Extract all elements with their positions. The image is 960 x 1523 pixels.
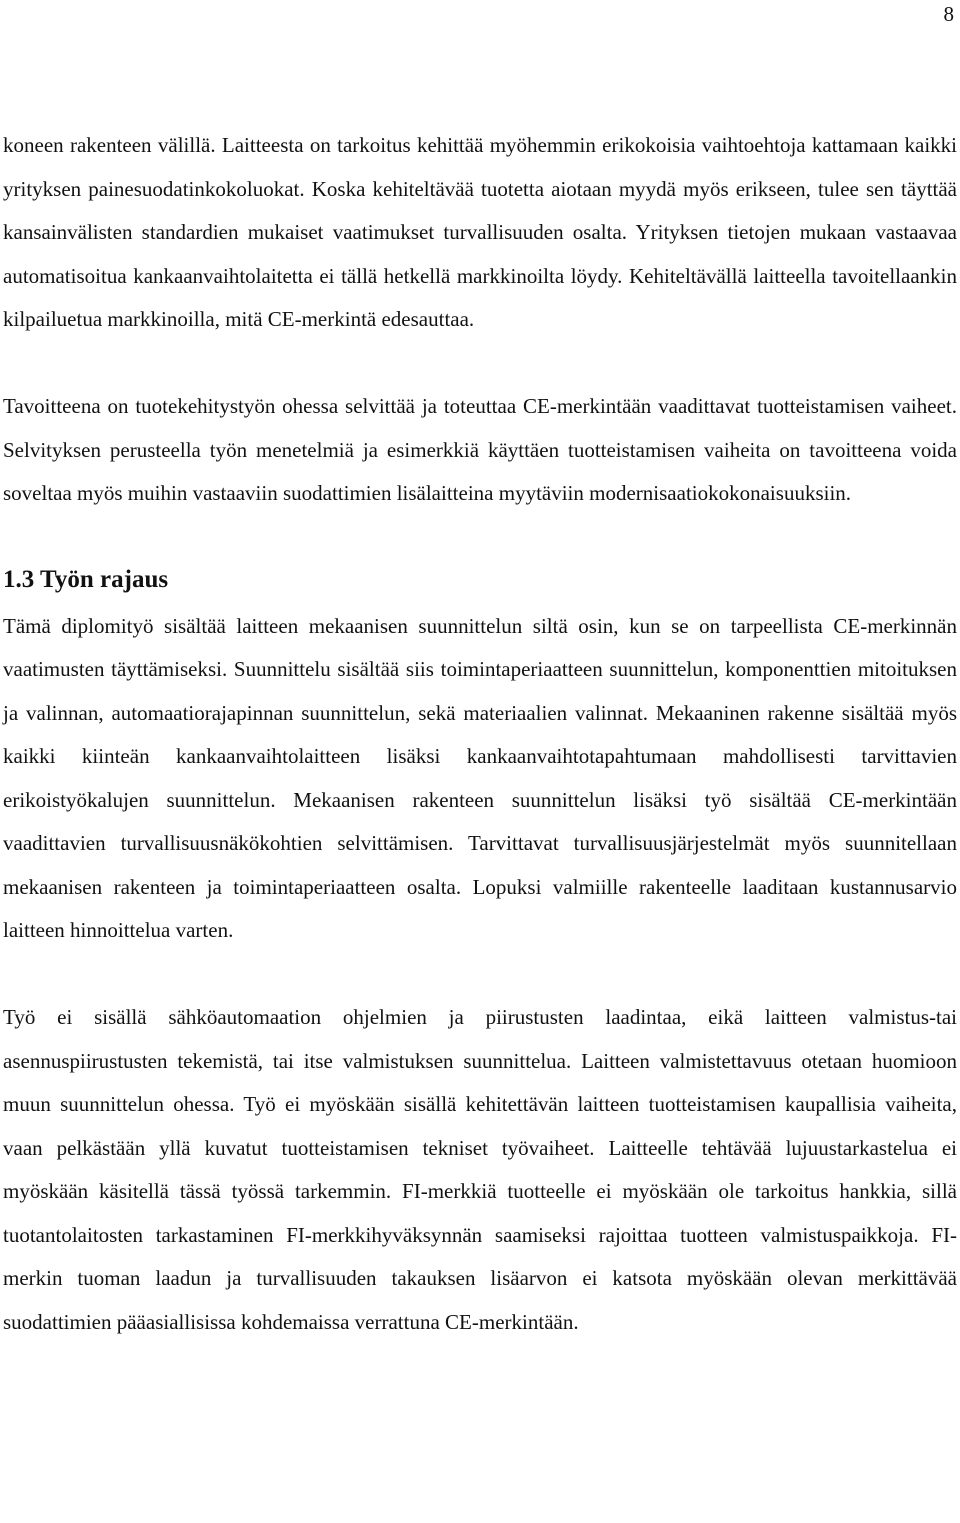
section-heading: 1.3 Työn rajaus (3, 565, 169, 593)
document-body (3, 124, 957, 1344)
body-paragraph: Työ ei sisällä sähköautomaation ohjelmien ja piirustusten laadintaa, eikä laitteen valmistus-tai asennuspiirustusten tekemistä, tai itse valmistuksen suunnittelua. Laitteen valmistettavuus otetaan huomioon muun suunnittelun ohessa. Työ ei myöskään sisällä kehitettävän laitteen tuotteistamisen kaupallisia vaiheita, vaan pelkästään yllä kuvatut tuotteistamisen tekniset työvaiheet. Laitteelle tehtävää lujuustarkastelua ei myöskään käsitellä tässä työssä tarkemmin. FI-merkkiä tuotteelle ei myöskään ole tarkoitus hankkia, sillä tuotantolaitosten tarkastaminen FI-merkkihyväksynnän saamiseksi rajoittaa tuotteen valmistuspaikkoja. FI-merkin tuoman laadun ja turvallisuuden takauksen lisäarvon ei katsota myöskään olevan merkittävää suodattimien pääasiallisissa kohdemaissa verrattuna CE-merkintään. (3, 1005, 957, 1334)
page-number: 8 (943, 2, 954, 26)
body-paragraph: Tavoitteena on tuotekehitystyön ohessa selvittää ja toteuttaa CE-merkintään vaadittavat tuotteistamisen vaiheet. Selvityksen perusteella työn menetelmiä ja esimerkkiä käyttäen tuotteistamisen vaiheita on tavoitteena voida soveltaa myös muihin vastaaviin suodattimien lisälaitteina myytäviin modernisaatiokokonaisuuksiin. (3, 394, 957, 505)
body-paragraph: koneen rakenteen välillä. Laitteesta on tarkoitus kehittää myöhemmin erikokoisia vaihtoehtoja kattamaan kaikki yrityksen painesuodatinkokoluokat. Koska kehiteltävää tuotetta aiotaan myydä myös erikseen, tulee sen täyttää kansainvälisten standardien mukaiset vaatimukset turvallisuuden osalta. Yrityksen tietojen mukaan vastaavaa automatisoitua kankaanvaihtolaitetta ei tällä hetkellä markkinoilta löydy. Kehiteltävällä laitteella tavoitellaankin kilpailuetua markkinoilla, mitä CE-merkintä edesauttaa. (3, 133, 957, 331)
body-paragraph: Tämä diplomityö sisältää laitteen mekaanisen suunnittelun siltä osin, kun se on tarpeellista CE-merkinnän vaatimusten täyttämiseksi. Suunnittelu sisältää siis toimintaperiaatteen suunnittelun, komponenttien mitoituksen ja valinnan, automaatiorajapinnan suunnittelun, sekä materiaalien valinnat. Mekaaninen rakenne sisältää myös kaikki kiinteän kankaanvaihtolaitteen lisäksi kankaanvaihtotapahtumaan mahdollisesti tarvittavien erikoistyökalujen suunnittelun. Mekaanisen rakenteen suunnittelun lisäksi työ sisältää CE-merkintään vaadittavien turvallisuusnäkökohtien selvittämisen. Tarvittavat turvallisuusjärjestelmät myös suunnitellaan mekaanisen rakenteen ja toimintaperiaatteen osalta. Lopuksi valmiille rakenteelle laaditaan kustannusarvio laitteen hinnoittelua varten. (3, 613, 957, 942)
